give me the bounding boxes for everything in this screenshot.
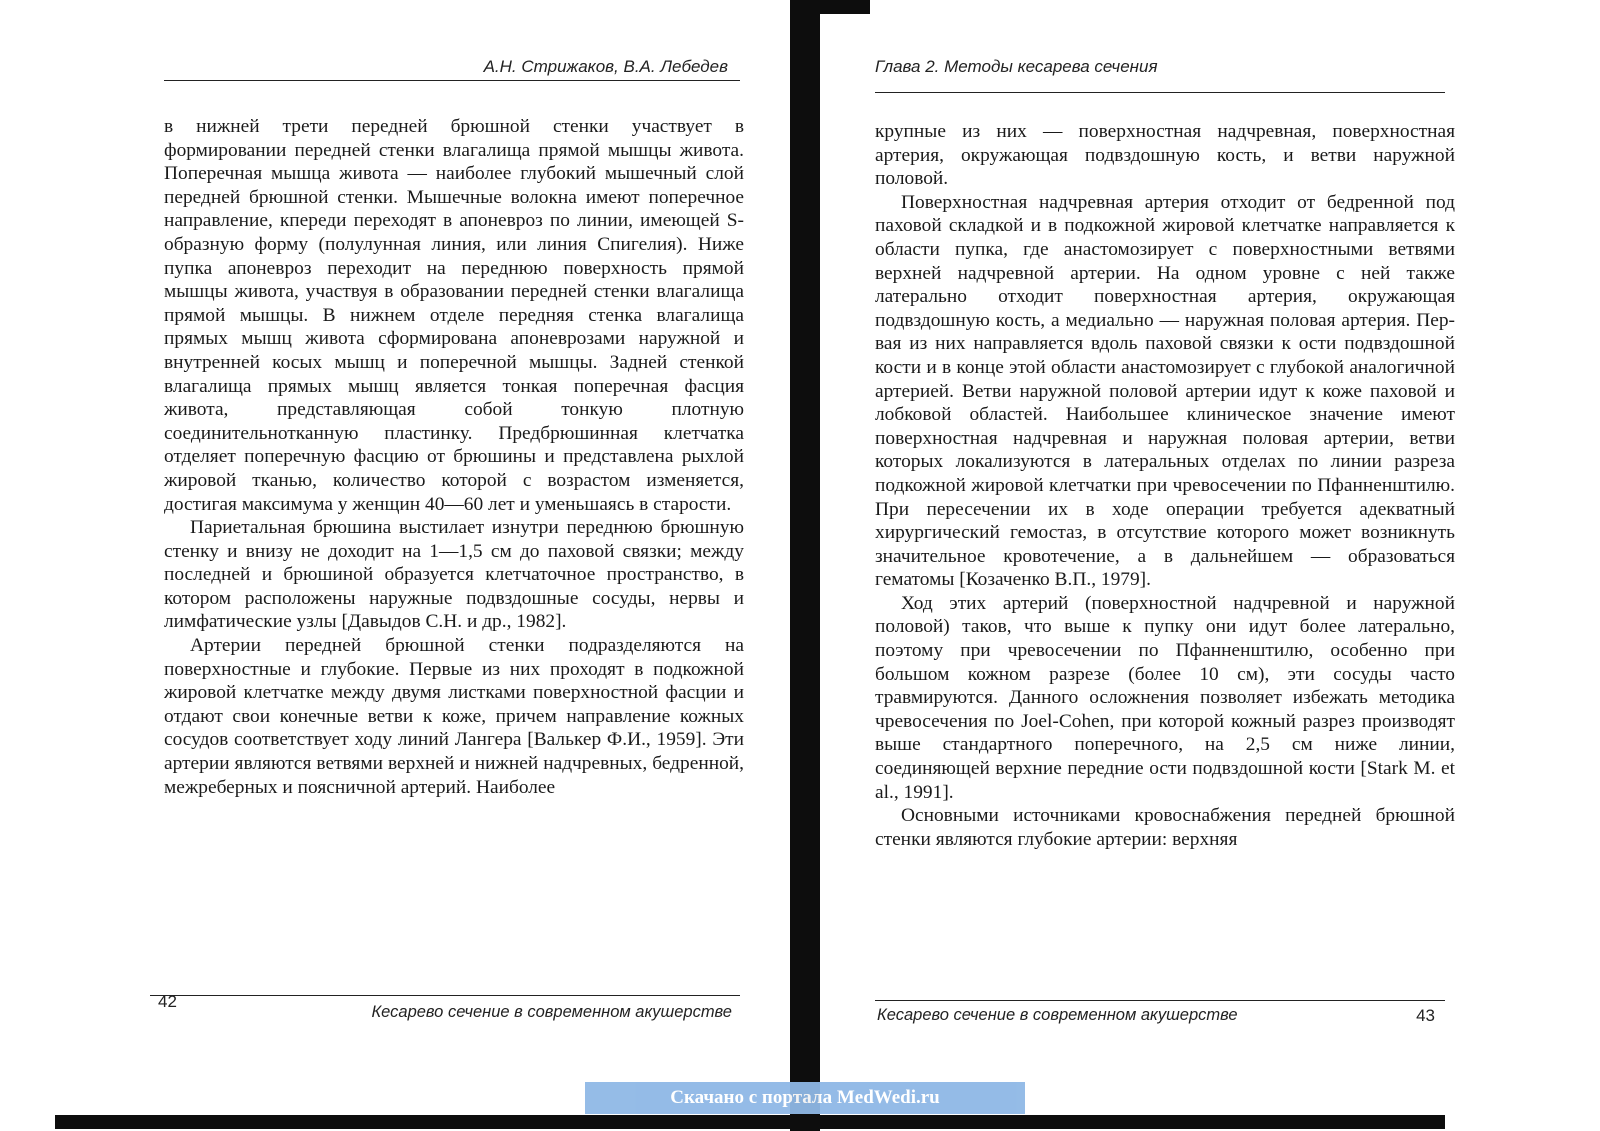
watermark-banner[interactable]: Скачано с портала MedWedi.ru: [585, 1082, 1025, 1114]
left-page: [150, 0, 744, 1131]
left-page-number: 42: [158, 992, 177, 1011]
left-header-rule: [164, 80, 740, 81]
right-paragraph-4: Основными источниками кровоснабжения передней брюшной стенки являются глубокие артерии: верхняя: [875, 805, 1455, 850]
right-body-text: [875, 120, 1455, 851]
right-paragraph-2: Поверхностная надчревная артерия отходит от бедренной под паховой складкой и в подкожной жировой клетчатке направляется к области пупка, где анастомозирует с поверхностными ветвями верхней надчревной артерии. На одном уровне с ней также латерально отходит поверхностная артерия, окружающая подвздошную кость, а медиально — наружная половая артерия. Первая из них направляется вдоль паховой связки к ости подвздошной кости и в конце этой области анастомозирует с глубокой аналогичной артерией. Ветви наружной половой артерии идут к коже паховой и лобковой областей. Наибольшее клиническое значение имеют поверхностная надчревная и наружная половая артерии, ветви которых локализуются в латеральных отделах по линии разреза подкожной жировой клетчатки при чревосечении по Пфанненштилю. При пересечении их в ходе операции требуется адекватный хирургический гемостаз, в отсутствие которого может возникнуть значительное кровотечение, а в дальнейшем — образоваться гематомы [Козаченко В.П., 1979].: [875, 191, 1455, 591]
right-header-rule: [875, 92, 1445, 93]
right-page: [875, 0, 1455, 1131]
right-footer-rule: [875, 1000, 1445, 1001]
left-body-text: [164, 115, 744, 799]
right-paragraph-3: Ход этих артерий (поверхностной надчревной и наружной половой) таков, что выше к пупку они идут более латерально, поэтому при чревосечении по Пфанненштилю, особенно при большом кожном разрезе (более 10 см), эти сосуды часто травмируются. Данного осложнения позволяет избежать методика чревосечения по Joel-Cohen, при которой кожный разрез производят выше стандартного поперечного, на 2,5 см ниже линии, соединяющей верхние передние ости подвздошной кости [Stark M. et al., 1991].: [875, 592, 1455, 803]
left-paragraph-3: Артерии передней брюшной стенки подразделяются на поверхностные и глубокие. Первые из них проходят в подкожной жировой клетчатке между двумя листками поверхностной фасции и отдают свои конечные ветви к коже, причем направление кожных сосудов соответствует ходу линий Лангера [Валькер Ф.И., 1959]. Эти артерии являются ветвями верхней и нижней надчревных, бедренной, межреберных и поясничной артерий. Наиболее: [164, 635, 744, 798]
left-footer-rule: [150, 995, 740, 996]
right-running-header: Глава 2. Методы кесарева сечения: [875, 57, 1158, 76]
scan-bottom-edge: [55, 1115, 1445, 1129]
left-paragraph-2: Париетальная брюшина выстилает изнутри переднюю брюшную стенку и внизу не доходит на 1—1,5 см до паховой связки; между последней и брюшиной образуется клетчаточное пространство, в котором расположены наружные подвздошные сосуды, нервы и лимфатические узлы [Давыдов С.Н. и др., 1982].: [164, 517, 744, 633]
left-paragraph-1: в нижней трети передней брюшной стенки участвует в формировании передней стенки влагалища прямой мышцы живота. Поперечная мышца живота — наиболее глубокий мышечный слой передней брюшной стенки. Мышечные волокна имеют поперечное направление, кпереди переходят в апоневроз по линии, имеющей S-образную форму (полулунная линия, или линия Спигелия). Ниже пупка апоневроз переходит на переднюю поверхность прямой мышцы живота, участвуя в образовании передней стенки влагалища прямой мышцы. В нижнем отделе передняя стенка влагалища прямых мышц живота сформирована апоневрозами наружной и внутренней косых мышц и поперечной мышцы. Задней стенкой влагалища прямых мышц является тонкая поперечная фасция живота, представляющая собой тонкую плотную соединительнотканную пластинку. Предбрюшинная клетчатка отделяет поперечную фасцию от брюшины и представлена рыхлой жировой тканью, количество которой с возрастом изменяется, достигая максимума у женщин 40—60 лет и уменьшаясь в старости.: [164, 116, 744, 515]
right-running-footer: Кесарево сечение в современном акушерстве: [877, 1006, 1238, 1024]
left-running-footer: Кесарево сечение в современном акушерстве: [371, 1003, 732, 1021]
right-page-number: 43: [1416, 1006, 1435, 1025]
left-running-header: А.Н. Стрижаков, В.А. Лебедев: [483, 57, 728, 76]
book-spine-cap: [790, 0, 870, 14]
right-paragraph-1: крупные из них — поверхностная надчревная, поверхностная артерия, окружающая подвздошную кость, и ветви наружной половой.: [875, 121, 1455, 190]
book-spine-shadow: [790, 0, 820, 1131]
